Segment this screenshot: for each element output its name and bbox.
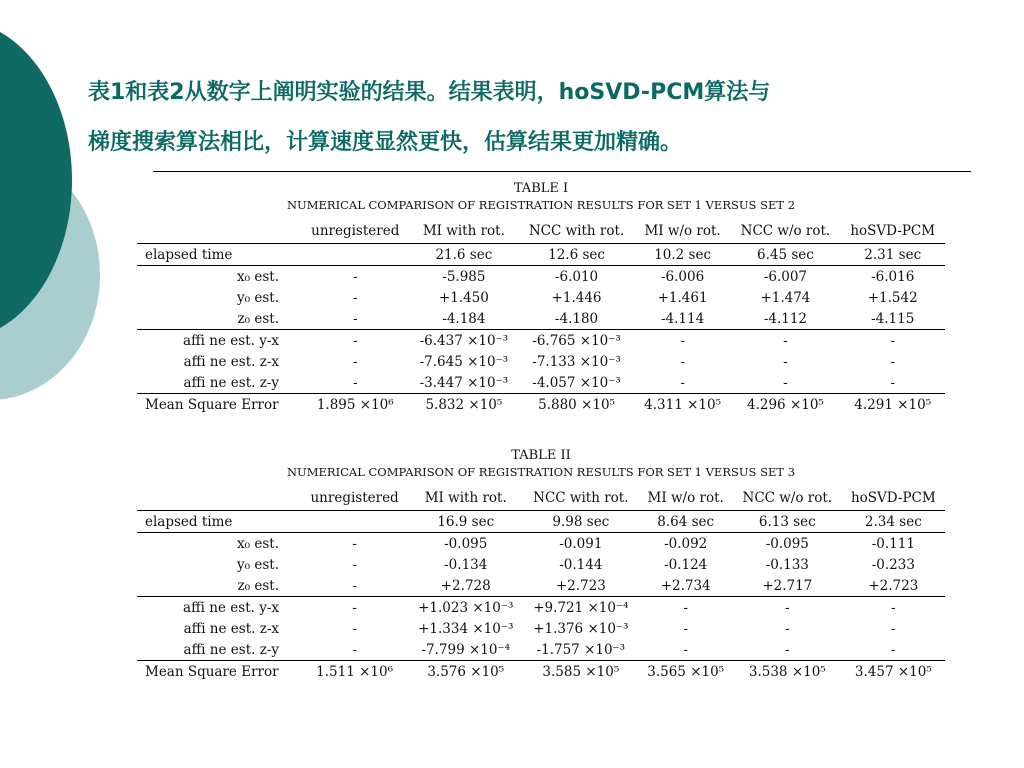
cell: - — [352, 332, 358, 349]
cell: -4.057 ×10⁻³ — [518, 372, 635, 394]
table-1-caption: TABLE I — [513, 181, 569, 196]
row-label: affi ne est. z-y — [137, 639, 301, 661]
table-row — [137, 639, 945, 661]
cell: 3.585 ×10⁵ — [542, 663, 620, 680]
cell: +1.542 — [867, 289, 918, 306]
cell: - — [301, 575, 408, 597]
cell: - — [352, 268, 358, 285]
table-2-caption: TABLE II — [511, 448, 571, 463]
cell: - — [783, 332, 788, 349]
table-header-row — [137, 486, 945, 511]
table-row — [137, 597, 945, 619]
col-header: NCC w/o rot. — [730, 219, 840, 244]
cell: +1.461 — [657, 289, 708, 306]
cell: -0.095 — [765, 535, 809, 552]
cell — [301, 511, 408, 533]
cell: +2.717 — [733, 575, 842, 597]
cell: +9.721 ×10⁻⁴ — [533, 599, 629, 616]
table-row — [137, 287, 945, 308]
cell: - — [635, 372, 731, 394]
cell: - — [352, 599, 357, 616]
cell: -7.799 ×10⁻⁴ — [408, 639, 523, 661]
row-label: x₀ est. — [237, 268, 279, 285]
table-2 — [137, 486, 945, 682]
col-header: NCC with rot. — [518, 219, 635, 244]
cell: - — [352, 556, 357, 573]
cell: 2.31 sec — [840, 244, 945, 266]
row-label: elapsed time — [137, 511, 301, 533]
cell: +2.723 — [842, 575, 945, 597]
table-row-mse — [137, 394, 945, 416]
cell: -6.437 ×10⁻³ — [419, 332, 509, 349]
table-1-subtitle: NUMERICAL COMPARISON OF REGISTRATION RESULTS FOR SET 1 VERSUS SET 2 — [286, 198, 796, 212]
cell — [301, 244, 409, 266]
cell: - — [891, 620, 896, 637]
row-label: Mean Square Error — [145, 663, 279, 680]
cell: -6.007 — [763, 268, 808, 285]
cell: 6.45 sec — [730, 244, 840, 266]
cell: -0.095 — [444, 535, 488, 552]
table-row — [137, 618, 945, 639]
cell: - — [842, 639, 945, 661]
row-label: elapsed time — [137, 244, 301, 266]
col-header: hoSVD-PCM — [840, 219, 945, 244]
cell: - — [785, 620, 790, 637]
cell: - — [638, 639, 733, 661]
table-row-mse — [137, 661, 945, 683]
cell: - — [352, 289, 358, 306]
cell: - — [352, 353, 358, 370]
cell: -0.124 — [664, 556, 708, 573]
cell: - — [783, 353, 788, 370]
cell: +1.450 — [438, 289, 489, 306]
cell: -6.016 — [871, 268, 915, 285]
cell: 3.457 ×10⁵ — [854, 663, 932, 680]
cell: -0.091 — [559, 535, 603, 552]
cell: +2.723 — [523, 575, 638, 597]
cell: 8.64 sec — [638, 511, 733, 533]
table-row — [137, 575, 945, 597]
table-1-block — [137, 180, 945, 415]
cell: +1.446 — [551, 289, 602, 306]
cell: -4.114 — [635, 308, 731, 330]
row-label: Mean Square Error — [145, 396, 279, 413]
table-row — [137, 351, 945, 372]
table-row-elapsed — [137, 244, 945, 266]
cell: 10.2 sec — [635, 244, 731, 266]
cell: -3.447 ×10⁻³ — [409, 372, 518, 394]
cell: -1.757 ×10⁻³ — [523, 639, 638, 661]
row-label: y₀ est. — [237, 556, 279, 573]
top-divider — [153, 171, 971, 172]
cell: 5.880 ×10⁵ — [538, 396, 615, 413]
cell: -5.985 — [442, 268, 486, 285]
cell: - — [680, 353, 685, 370]
cell: -0.111 — [871, 535, 915, 552]
cell: 1.511 ×10⁶ — [316, 663, 394, 680]
cell: -4.112 — [730, 308, 840, 330]
cell: -0.092 — [664, 535, 708, 552]
cell: 4.296 ×10⁵ — [747, 396, 824, 413]
table-1 — [137, 219, 945, 415]
row-label: y₀ est. — [237, 289, 279, 306]
table-row — [137, 533, 945, 555]
cell: 21.6 sec — [409, 244, 518, 266]
row-label: affi ne est. y-x — [183, 599, 279, 616]
slide-text-line-1: 表1和表2从数字上阐明实验的结果。结果表明，hoSVD-PCM算法与 — [88, 80, 771, 105]
cell: - — [785, 599, 790, 616]
table-row — [137, 372, 945, 394]
col-header: MI w/o rot. — [635, 219, 731, 244]
table-row-elapsed — [137, 511, 945, 533]
cell: 16.9 sec — [408, 511, 523, 533]
cell: - — [683, 620, 688, 637]
cell: +1.023 ×10⁻³ — [418, 599, 514, 616]
cell: - — [890, 332, 895, 349]
row-label: affi ne est. z-y — [137, 372, 301, 394]
cell: -6.765 ×10⁻³ — [532, 332, 621, 349]
cell: 3.565 ×10⁵ — [647, 663, 725, 680]
cell: - — [683, 599, 688, 616]
col-header: NCC w/o rot. — [733, 486, 842, 511]
cell: +1.376 ×10⁻³ — [533, 620, 629, 637]
row-label: z₀ est. — [137, 308, 301, 330]
row-label: z₀ est. — [137, 575, 301, 597]
cell: 5.832 ×10⁵ — [425, 396, 503, 413]
cell: 3.538 ×10⁵ — [748, 663, 826, 680]
col-header: MI w/o rot. — [638, 486, 733, 511]
cell: -6.006 — [660, 268, 705, 285]
cell: - — [890, 353, 895, 370]
decorative-circle-dark — [0, 20, 72, 340]
table-header-row — [137, 219, 945, 244]
table-2-subtitle: NUMERICAL COMPARISON OF REGISTRATION RESULTS FOR SET 1 VERSUS SET 3 — [286, 465, 796, 479]
cell: +1.474 — [760, 289, 811, 306]
cell: 4.311 ×10⁵ — [644, 396, 722, 413]
table-row — [137, 554, 945, 575]
cell: 12.6 sec — [518, 244, 635, 266]
row-label: affi ne est. z-x — [183, 620, 279, 637]
table-row — [137, 266, 945, 288]
cell: -4.184 — [409, 308, 518, 330]
cell: -0.134 — [444, 556, 488, 573]
cell: +2.734 — [638, 575, 733, 597]
cell: 9.98 sec — [523, 511, 638, 533]
cell: - — [730, 372, 840, 394]
col-header: unregistered — [301, 219, 409, 244]
cell: -6.010 — [554, 268, 599, 285]
cell: - — [301, 639, 408, 661]
col-header: MI with rot. — [408, 486, 523, 511]
cell: +1.334 ×10⁻³ — [418, 620, 514, 637]
row-label: affi ne est. z-x — [183, 353, 279, 370]
cell: - — [301, 308, 409, 330]
cell: - — [301, 372, 409, 394]
table-2-block — [137, 447, 945, 682]
cell: 4.291 ×10⁵ — [854, 396, 932, 413]
col-header: MI with rot. — [409, 219, 518, 244]
cell: -7.133 ×10⁻³ — [532, 353, 621, 370]
col-header: unregistered — [301, 486, 408, 511]
cell: - — [891, 599, 896, 616]
cell: 3.576 ×10⁵ — [427, 663, 505, 680]
table-row — [137, 330, 945, 352]
row-label: affi ne est. y-x — [183, 332, 279, 349]
cell: +2.728 — [408, 575, 523, 597]
cell: - — [352, 535, 357, 552]
cell: 6.13 sec — [733, 511, 842, 533]
cell: -7.645 ×10⁻³ — [419, 353, 509, 370]
cell: 1.895 ×10⁶ — [316, 396, 394, 413]
cell: -4.115 — [840, 308, 945, 330]
cell: - — [352, 620, 357, 637]
cell: - — [840, 372, 945, 394]
cell: -0.233 — [871, 556, 915, 573]
cell: - — [733, 639, 842, 661]
col-header: NCC with rot. — [523, 486, 638, 511]
cell: -0.144 — [559, 556, 603, 573]
row-label: x₀ est. — [237, 535, 279, 552]
col-header: hoSVD-PCM — [842, 486, 945, 511]
cell: -0.133 — [765, 556, 809, 573]
table-row — [137, 308, 945, 330]
cell: - — [680, 332, 685, 349]
cell: 2.34 sec — [842, 511, 945, 533]
slide-body-text — [88, 68, 988, 168]
slide-text-line-2: 梯度搜索算法相比，计算速度显然更快，估算结果更加精确。 — [88, 130, 683, 155]
cell: -4.180 — [518, 308, 635, 330]
